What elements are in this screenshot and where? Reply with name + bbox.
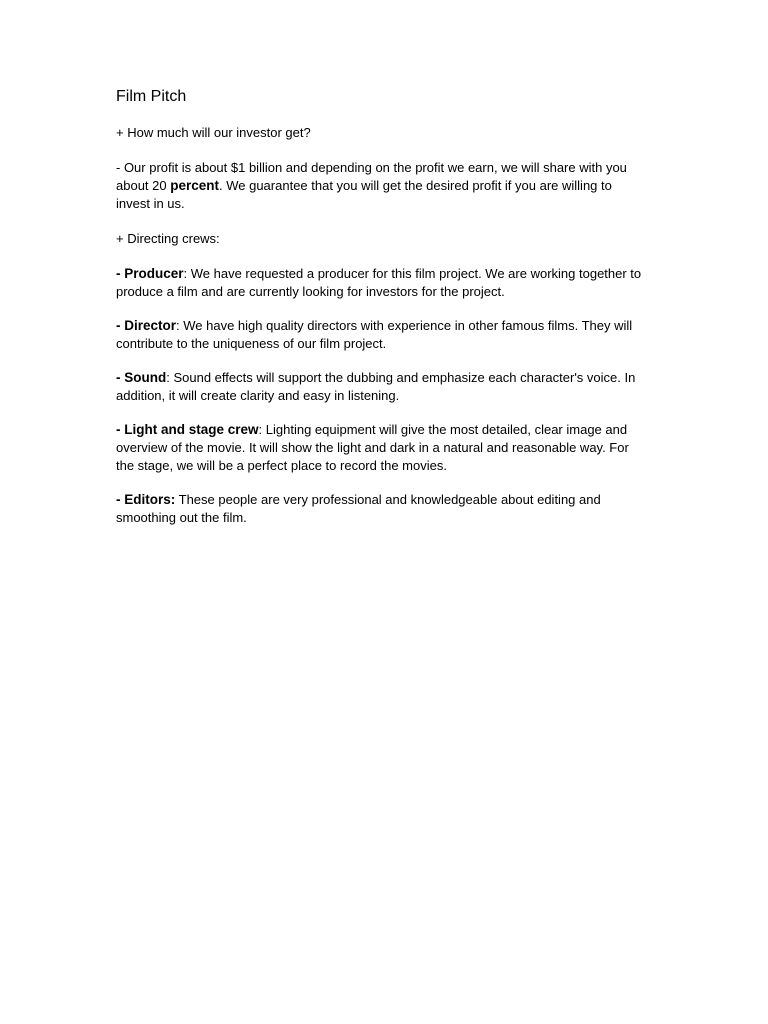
- answer-text-before: - Our profit is about $1 billion and depending on the profit we earn, we will share with you about 20: [116, 160, 627, 193]
- crew-item-director: [116, 317, 648, 353]
- crew-description: : We have requested a producer for this film project. We are working together to produce a film and are currently looking for investors for the project.: [116, 266, 642, 299]
- investor-answer: [116, 159, 648, 213]
- crew-item-producer: [116, 265, 648, 301]
- crew-label: - Sound: [116, 370, 167, 385]
- crew-item-editors: [116, 491, 648, 527]
- answer-bold-term: percent: [170, 178, 219, 193]
- crew-description: : Lighting equipment will give the most detailed, clear image and overview of the movie. It will show the light and dark in a natural and reasonable way. For the stage, we will be a perfect place to record the movies.: [116, 422, 629, 473]
- crew-label: - Producer: [116, 266, 184, 281]
- investor-question: + How much will our investor get?: [116, 125, 311, 140]
- crew-description: : We have high quality directors with experience in other famous films. They will contribute to the uniqueness of our film project.: [116, 318, 633, 351]
- document-page: [116, 86, 648, 543]
- crew-item-sound: [116, 369, 648, 405]
- answer-text-after: . We guarantee that you will get the desired profit if you are willing to invest in us.: [116, 178, 612, 211]
- crew-label: - Editors:: [116, 492, 176, 507]
- crew-item-light-stage: [116, 421, 648, 475]
- crews-heading: + Directing crews:: [116, 231, 220, 246]
- crew-description: : Sound effects will support the dubbing and emphasize each character's voice. In addition, it will create clarity and easy in listening.: [116, 370, 636, 403]
- crew-label: - Director: [116, 318, 177, 333]
- document-title: Film Pitch: [116, 88, 187, 105]
- crew-description: These people are very professional and knowledgeable about editing and smoothing out the film.: [116, 492, 601, 525]
- crew-label: - Light and stage crew: [116, 422, 259, 437]
